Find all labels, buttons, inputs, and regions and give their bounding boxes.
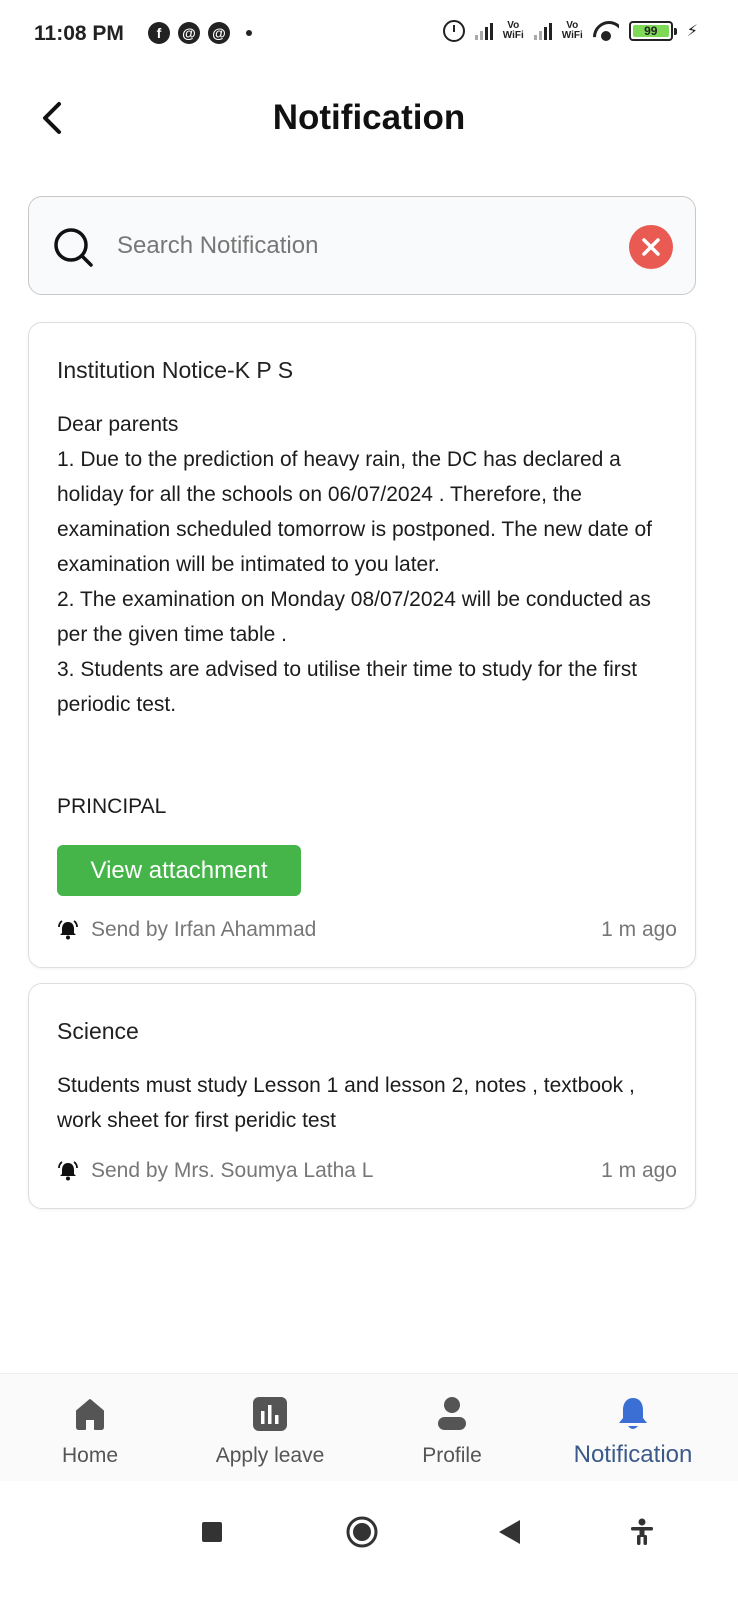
notification-footer — [57, 915, 677, 945]
notification-signature: PRINCIPAL — [57, 795, 167, 818]
vowifi-icon: Vo WiFi — [561, 20, 583, 41]
bell-ring-icon — [57, 1160, 79, 1182]
system-back-button[interactable] — [490, 1512, 530, 1552]
bottom-nav — [0, 1373, 738, 1481]
notification-sender: Send by Irfan Ahammad — [91, 918, 317, 941]
nav-label: Apply leave — [215, 1444, 325, 1467]
notification-body: Dear parents 1. Due to the prediction of heavy rain, the DC has declared a holiday for all the schools on 06/07/2024 . Therefore, the examination scheduled tomorrow is postponed. The new date of examination will be intimated to you later. 2. The examination on Monday 08/07/2024 will be conducted as per the given time table . 3. Students are advised to utilise their time to study for the first periodic test. — [57, 413, 652, 716]
nav-item-apply-leave[interactable] — [200, 1374, 340, 1482]
home-icon — [70, 1394, 110, 1434]
system-home-button[interactable] — [342, 1512, 382, 1552]
nav-item-profile[interactable] — [410, 1374, 494, 1482]
circle-icon — [345, 1515, 379, 1549]
charging-icon: ⚡ — [686, 23, 698, 40]
notification-body: Students must study Lesson 1 and lesson 2, notes , textbook , work sheet for first peridic test — [57, 1074, 635, 1132]
nav-item-notification[interactable] — [560, 1374, 706, 1482]
page-title: Notification — [272, 98, 466, 137]
search-input[interactable] — [117, 223, 597, 269]
close-icon — [640, 236, 662, 258]
header — [0, 80, 738, 156]
nav-item-home[interactable] — [50, 1374, 130, 1482]
signal-icon — [475, 22, 493, 40]
battery-level: 99 — [633, 25, 669, 37]
vowifi-icon: Vo WiFi — [502, 20, 524, 41]
at-icon: @ — [178, 22, 200, 44]
facebook-icon: f — [148, 22, 170, 44]
nav-label: Notification — [573, 1441, 693, 1468]
wifi-icon — [593, 21, 619, 41]
view-attachment-button[interactable]: View attachment — [57, 845, 301, 896]
status-bar — [0, 0, 738, 70]
triangle-back-icon — [498, 1519, 522, 1545]
battery-icon — [629, 21, 673, 41]
alarm-icon — [443, 20, 465, 42]
notification-card[interactable] — [28, 983, 696, 1209]
notification-time: 1 m ago — [601, 918, 677, 941]
status-time: 11:08 PM — [34, 22, 124, 45]
search-box[interactable] — [28, 196, 696, 295]
notification-footer — [57, 1156, 677, 1186]
status-notification-icons — [148, 22, 252, 44]
at-icon: @ — [208, 22, 230, 44]
nav-label: Profile — [422, 1444, 482, 1467]
accessibility-icon — [629, 1518, 655, 1546]
nav-label: Home — [61, 1444, 119, 1467]
notification-sender: Send by Mrs. Soumya Latha L — [91, 1159, 374, 1182]
person-icon — [432, 1394, 472, 1434]
notification-card[interactable] — [28, 322, 696, 968]
notification-time: 1 m ago — [601, 1159, 677, 1182]
recents-button[interactable] — [192, 1512, 232, 1552]
notification-title: Institution Notice-K P S — [57, 357, 294, 383]
more-dot-icon — [246, 30, 252, 36]
chart-icon — [250, 1394, 290, 1434]
search-icon — [51, 225, 95, 269]
accessibility-button[interactable] — [622, 1512, 662, 1552]
bell-icon — [613, 1394, 653, 1434]
bell-ring-icon — [57, 919, 79, 941]
system-nav-bar — [0, 1482, 738, 1600]
square-icon — [201, 1521, 223, 1543]
status-system-icons — [443, 20, 698, 42]
clear-search-button[interactable] — [629, 225, 673, 269]
signal-icon — [534, 22, 552, 40]
notification-title: Science — [57, 1018, 139, 1044]
